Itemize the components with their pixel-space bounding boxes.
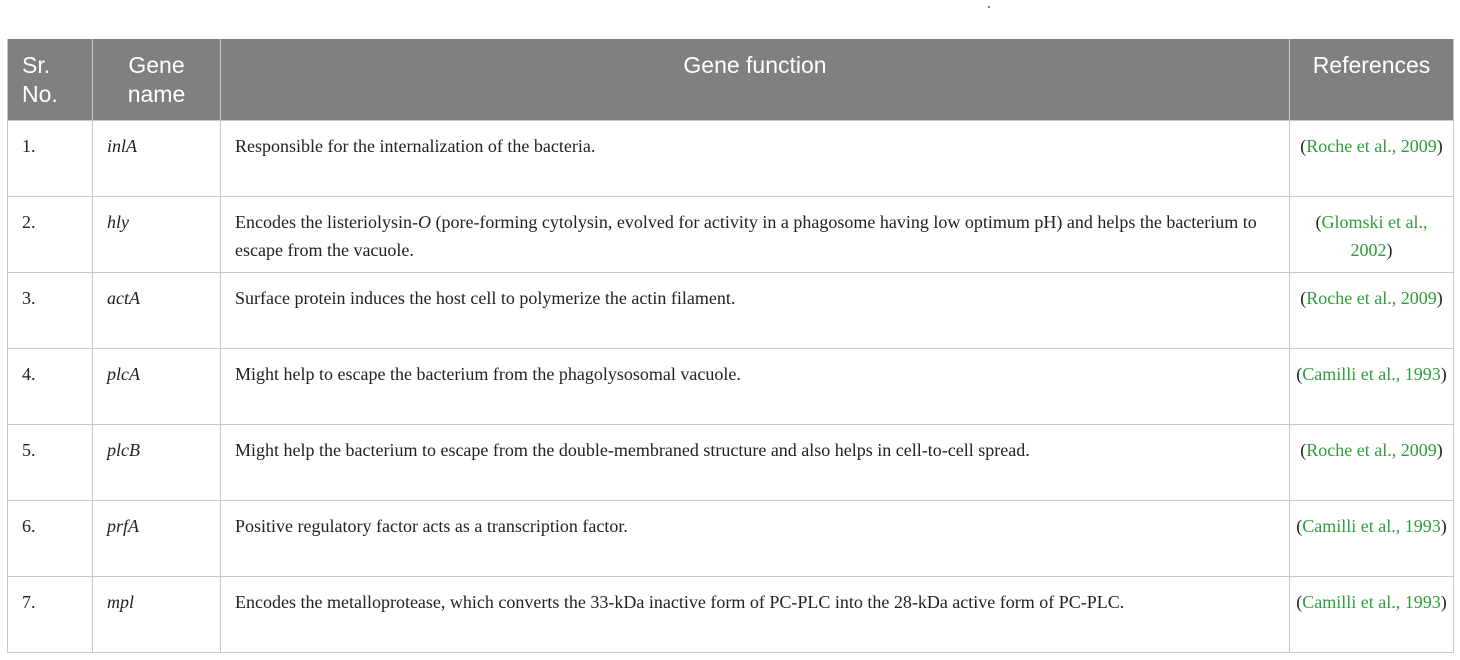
sr-cell: 6. (8, 500, 93, 576)
reference-cell: (Roche et al., 2009) (1290, 272, 1454, 348)
reference-cell: (Glomski et al., 2002) (1290, 196, 1454, 272)
gene-name-cell: prfA (93, 500, 221, 576)
gene-function-cell (221, 196, 1290, 272)
gene-name-cell: plcB (93, 424, 221, 500)
table-row (8, 272, 1454, 348)
table-row (8, 424, 1454, 500)
gene-name-cell: inlA (93, 120, 221, 196)
sr-cell: 2. (8, 196, 93, 272)
gene-function-cell: Surface protein induces the host cell to polymerize the actin filament. (221, 272, 1290, 348)
header-gene-name: Gene name (93, 39, 221, 120)
gene-name-cell: plcA (93, 348, 221, 424)
sr-cell: 3. (8, 272, 93, 348)
gene-function-cell: Might help to escape the bacterium from the phagolysosomal vacuole. (221, 348, 1290, 424)
function-italic-text: O (417, 211, 431, 232)
reference-link[interactable]: Camilli et al., 1993 (1302, 363, 1441, 384)
reference-cell: (Roche et al., 2009) (1290, 424, 1454, 500)
table-row (8, 348, 1454, 424)
reference-cell: (Roche et al., 2009) (1290, 120, 1454, 196)
function-text: Encodes the listeriolysin- (235, 211, 418, 232)
gene-function-cell: Positive regulatory factor acts as a transcription factor. (221, 500, 1290, 576)
header-references: References (1290, 39, 1454, 120)
reference-link[interactable]: Roche et al., 2009 (1306, 439, 1437, 460)
header-gene-function: Gene function (221, 39, 1290, 120)
sr-cell: 7. (8, 576, 93, 652)
table-row (8, 576, 1454, 652)
gene-function-cell: Encodes the metalloprotease, which converts the 33-kDa inactive form of PC-PLC into the 28-kDa active form of PC-PLC. (221, 576, 1290, 652)
table-row (8, 120, 1454, 196)
reference-cell: (Camilli et al., 1993) (1290, 348, 1454, 424)
gene-name-cell: mpl (93, 576, 221, 652)
gene-table (7, 39, 1454, 653)
reference-link[interactable]: Camilli et al., 1993 (1302, 515, 1441, 536)
function-text: (pore-forming cytolysin, evolved for activity in a phagosome having low optimum pH) and helps the bacterium to escape from the vacuole. (235, 211, 1257, 260)
gene-name-cell: actA (93, 272, 221, 348)
reference-cell: (Camilli et al., 1993) (1290, 500, 1454, 576)
sr-cell: 1. (8, 120, 93, 196)
sr-cell: 5. (8, 424, 93, 500)
header-sr-no: Sr. No. (8, 39, 93, 120)
sr-cell: 4. (8, 348, 93, 424)
table-header-row (8, 39, 1454, 120)
table-row (8, 500, 1454, 576)
reference-link[interactable]: Roche et al., 2009 (1306, 287, 1437, 308)
decorative-dot (988, 6, 990, 8)
gene-name-cell: hly (93, 196, 221, 272)
reference-cell: (Camilli et al., 1993) (1290, 576, 1454, 652)
reference-link[interactable]: Glomski et al., 2002 (1321, 211, 1428, 260)
table-row (8, 196, 1454, 272)
reference-link[interactable]: Camilli et al., 1993 (1302, 591, 1441, 612)
gene-function-cell: Might help the bacterium to escape from the double-membraned structure and also helps in cell-to-cell spread. (221, 424, 1290, 500)
reference-link[interactable]: Roche et al., 2009 (1306, 135, 1437, 156)
gene-function-cell: Responsible for the internalization of the bacteria. (221, 120, 1290, 196)
